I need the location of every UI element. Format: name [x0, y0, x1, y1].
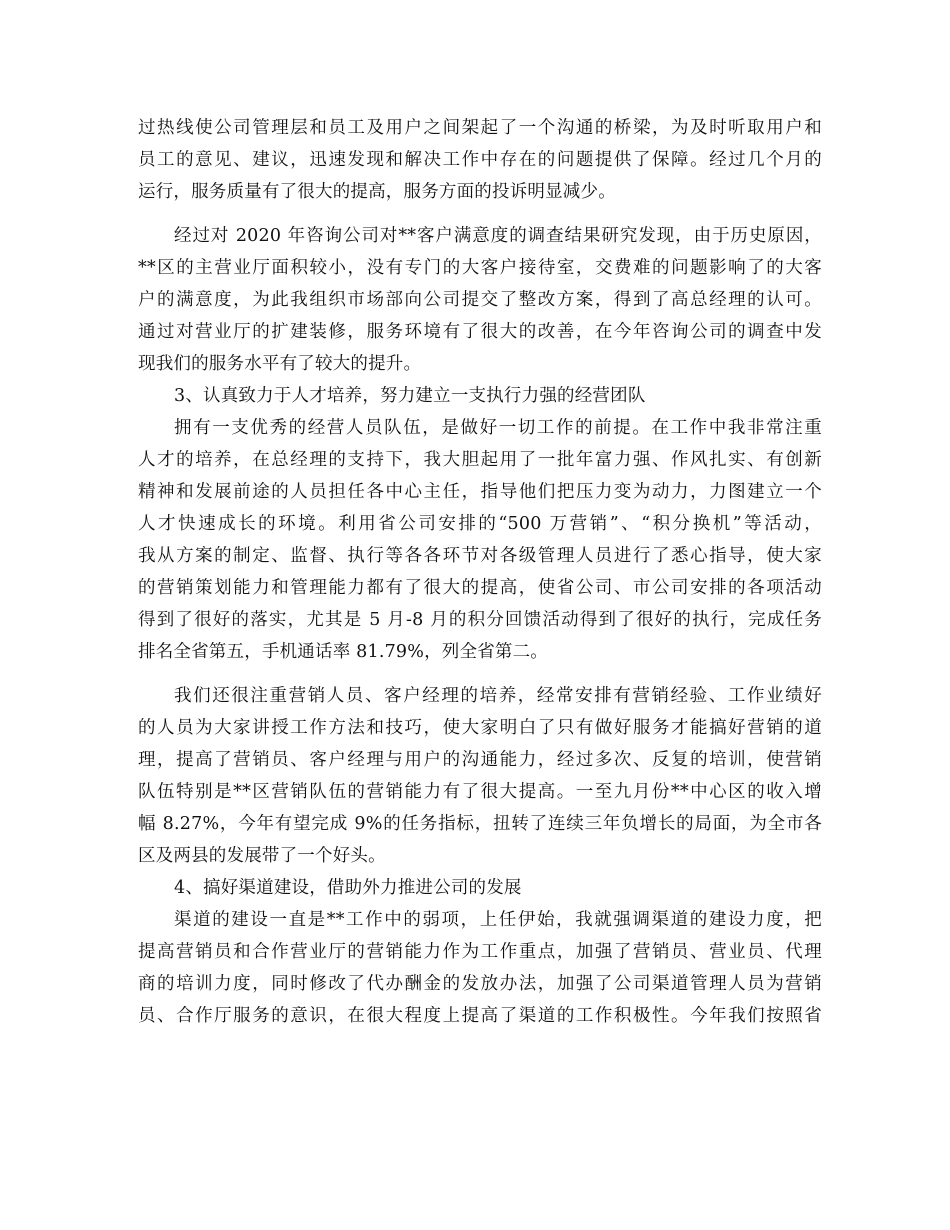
text-line: 幅 8.27%，今年有望完成 9%的任务指标，扭转了连续三年负增长的局面，为全市各	[138, 814, 822, 834]
text-line: 渠道的建设一直是**工作中的弱项，上任伊始，我就强调渠道的建设力度，把	[174, 910, 822, 930]
text-line: 人才快速成长的环境。利用省公司安排的“500 万营销”、“积分换机”等活动，	[138, 514, 822, 534]
text-line: 员、合作厅服务的意识，在很大程度上提高了渠道的工作积极性。今年我们按照省	[138, 1006, 822, 1026]
text-line: 精神和发展前途的人员担任各中心主任，指导他们把压力变为动力，力图建立一个	[138, 482, 822, 502]
text-line: 过热线使公司管理层和员工及用户之间架起了一个沟通的桥梁，为及时听取用户和	[138, 118, 822, 138]
text-line: 运行，服务质量有了很大的提高，服务方面的投诉明显减少。	[138, 182, 616, 202]
text-line: **区的主营业厅面积较小，没有专门的大客户接待室，交费难的问题影响了的大客	[138, 258, 822, 278]
text-line: 员工的意见、建议，迅速发现和解决工作中存在的问题提供了保障。经过几个月的	[138, 150, 822, 170]
text-line: 我从方案的制定、监督、执行等各各环节对各级管理人员进行了悉心指导，使大家	[138, 546, 822, 566]
text-line: 户的满意度，为此我组织市场部向公司提交了整改方案，得到了高总经理的认可。	[138, 290, 822, 310]
text-line: 的营销策划能力和管理能力都有了很大的提高，使省公司、市公司安排的各项活动	[138, 578, 822, 598]
document-body	[138, 112, 822, 1032]
text-line: 拥有一支优秀的经营人员队伍，是做好一切工作的前提。在工作中我非常注重	[174, 418, 822, 438]
text-line: 队伍特别是**区营销队伍的营销能力有了很大提高。一至九月份**中心区的收入增	[138, 782, 822, 802]
text-line: 理，提高了营销员、客户经理与用户的沟通能力，经过多次、反复的培训，使营销	[138, 750, 822, 770]
text-line: 现我们的服务水平有了较大的提升。	[138, 354, 422, 374]
text-line: 我们还很注重营销人员、客户经理的培养，经常安排有营销经验、工作业绩好	[174, 686, 822, 706]
text-line: 排名全省第五，手机通话率 81.79%，列全省第二。	[138, 642, 548, 662]
text-line: 通过对营业厅的扩建装修，服务环境有了很大的改善，在今年咨询公司的调查中发	[138, 322, 822, 342]
text-line: 商的培训力度，同时修改了代办酬金的发放办法，加强了公司渠道管理人员为营销	[138, 974, 822, 994]
text-line: 区及两县的发展带了一个好头。	[138, 846, 386, 866]
section-heading: 4、搞好渠道建设，借助外力推进公司的发展	[174, 878, 522, 898]
text-line: 的人员为大家讲授工作方法和技巧，使大家明白了只有做好服务才能搞好营销的道	[138, 718, 822, 738]
text-line: 经过对 2020 年咨询公司对**客户满意度的调查结果研究发现，由于历史原因，	[174, 226, 822, 246]
section-heading: 3、认真致力于人才培养，努力建立一支执行力强的经营团队	[174, 386, 646, 406]
text-line: 提高营销员和合作营业厅的营销能力作为工作重点，加强了营销员、营业员、代理	[138, 942, 822, 962]
text-line: 得到了很好的落实，尤其是 5 月-8 月的积分回馈活动得到了很好的执行，完成任务	[138, 610, 822, 630]
text-line: 人才的培养，在总经理的支持下，我大胆起用了一批年富力强、作风扎实、有创新	[138, 450, 822, 470]
